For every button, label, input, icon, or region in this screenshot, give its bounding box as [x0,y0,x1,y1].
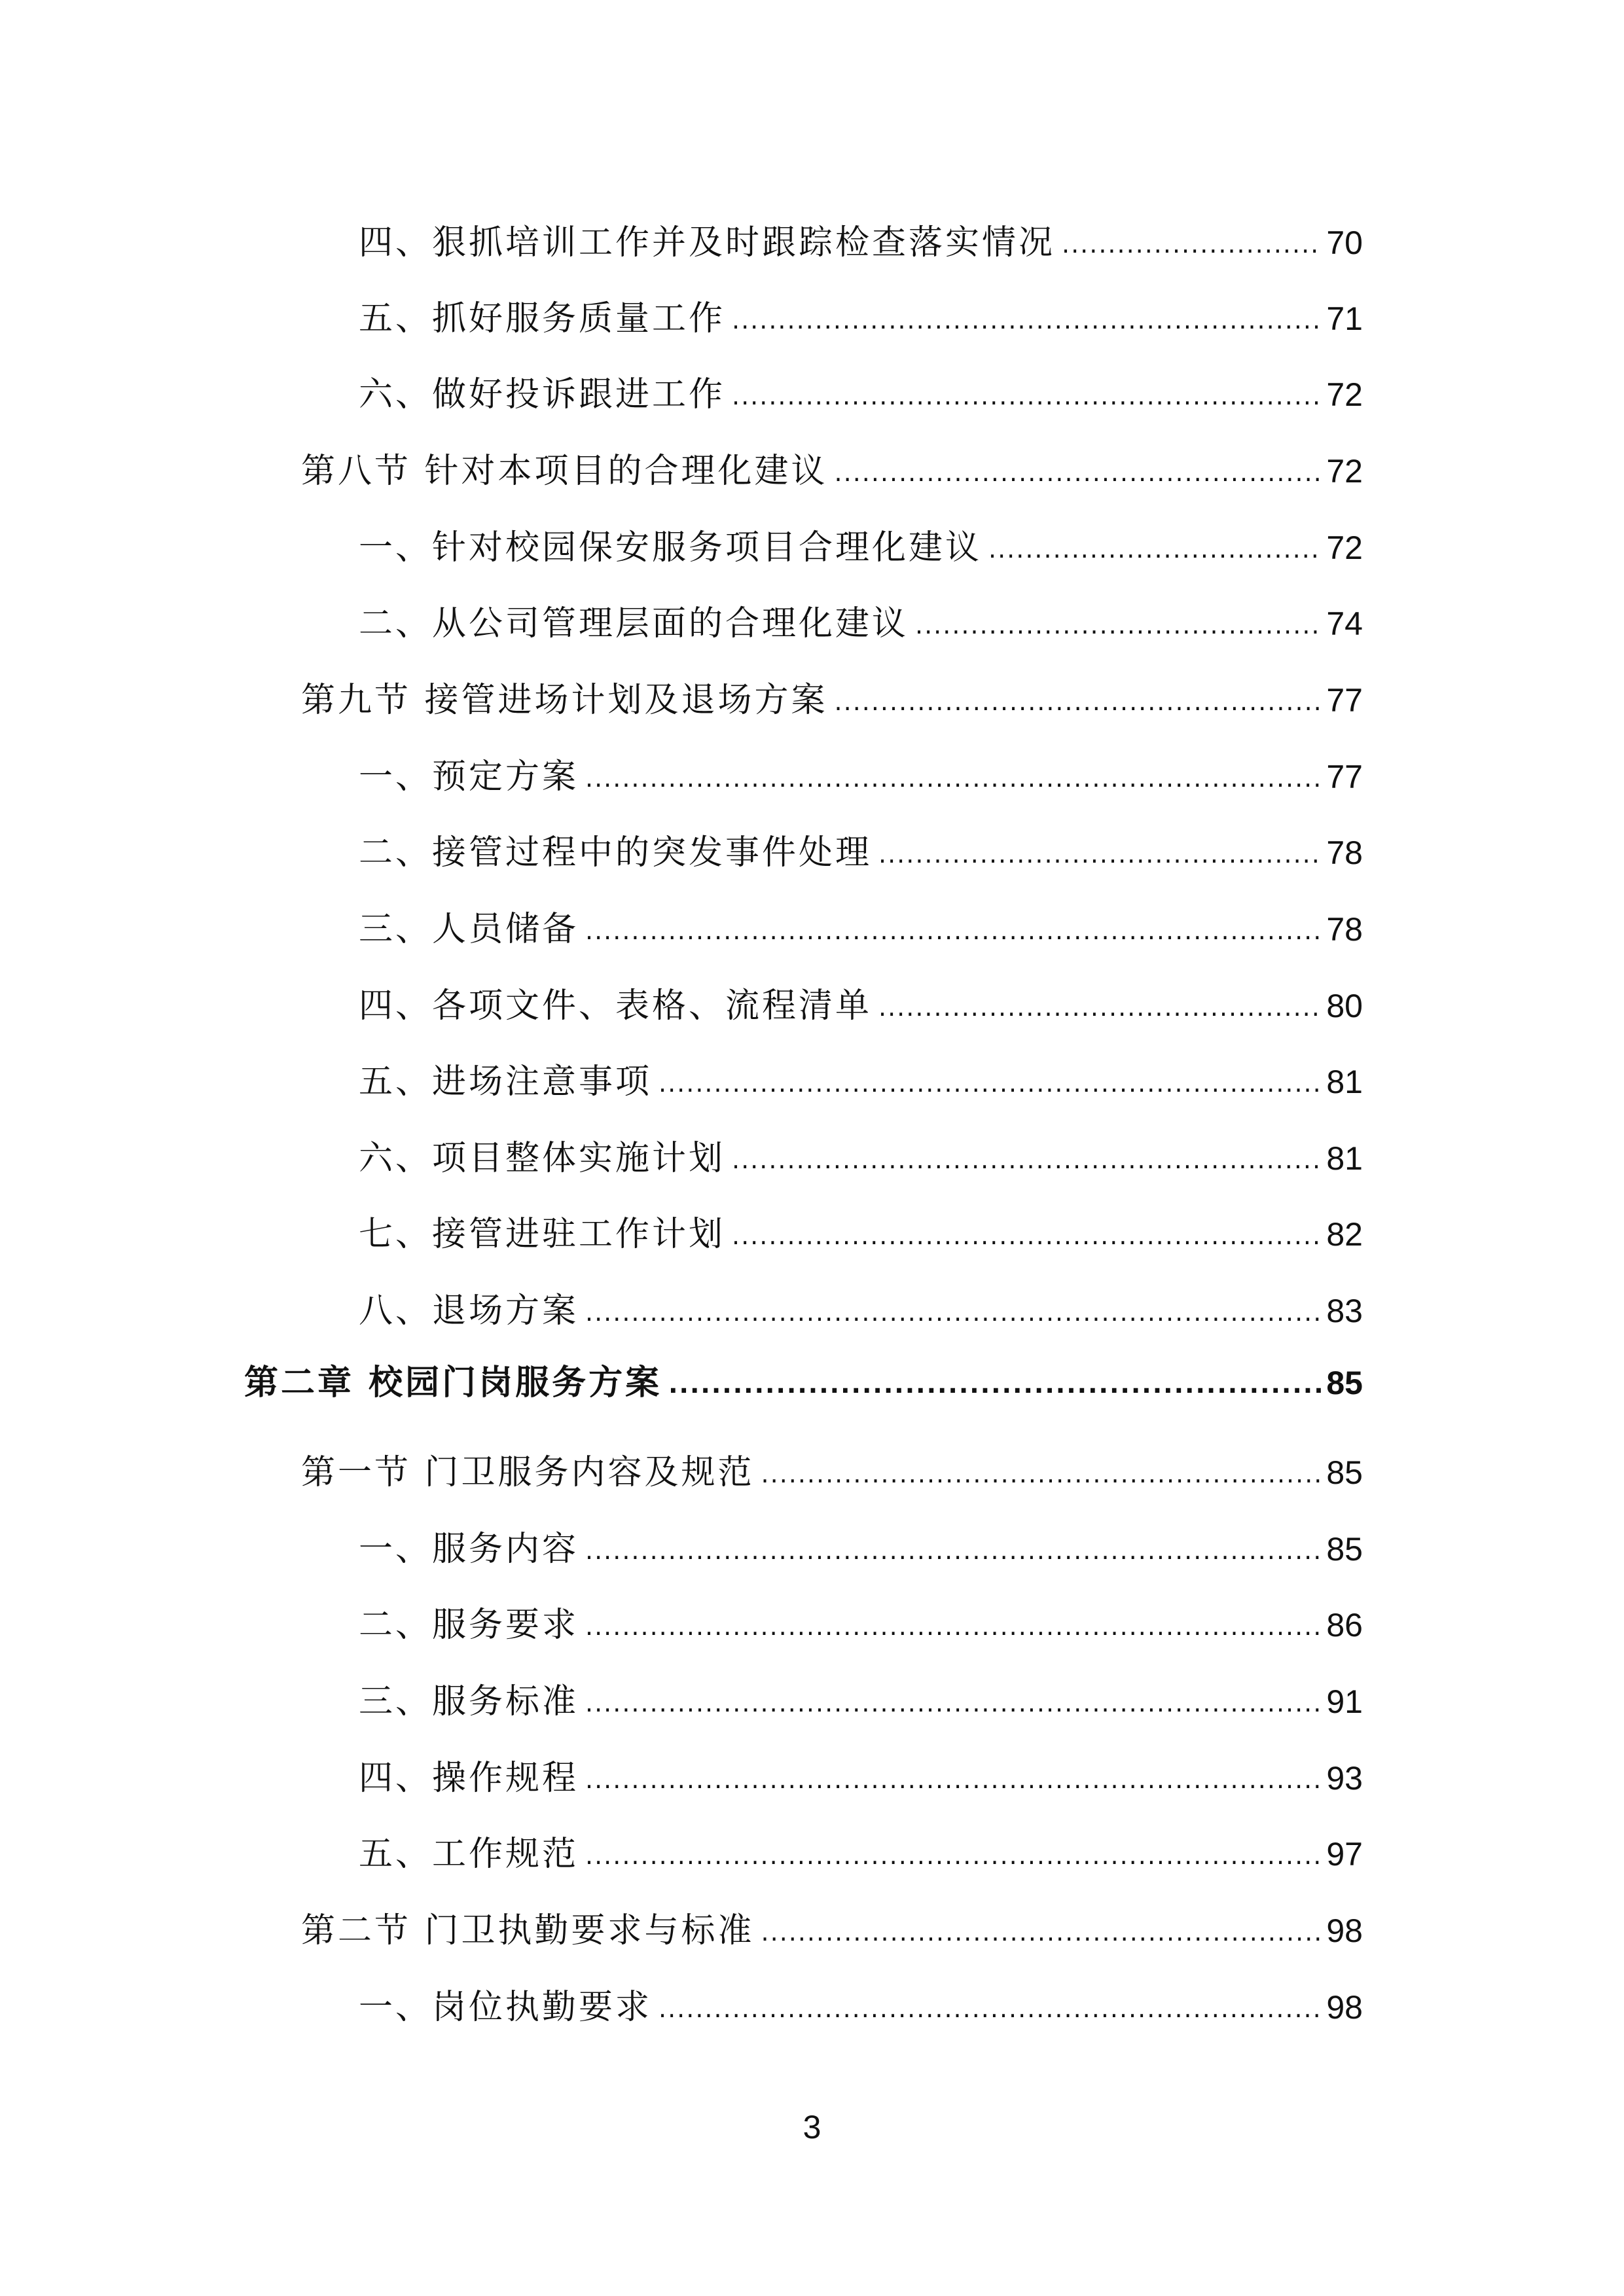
toc-entry-page: 81 [1326,1064,1363,1100]
toc-entry[interactable] [359,1602,1363,1648]
toc-entry[interactable] [359,1211,1363,1257]
toc-entry-title: 一、岗位执勤要求 [359,1988,653,2027]
toc-entry-page: 78 [1326,911,1363,948]
toc-entry[interactable] [359,1679,1363,1725]
toc-entry-page: 71 [1326,300,1363,337]
toc-entry-title: 四、狠抓培训工作并及时跟踪检查落实情况 [359,223,1056,262]
toc-entry-title: 第二节 门卫执勤要求与标准 [301,1911,755,1950]
toc-entry-title: 二、接管过程中的突发事件处理 [359,833,873,872]
toc-entry-page: 81 [1326,1140,1363,1177]
toc-entry-page: 70 [1326,224,1363,261]
dot-leader [761,1909,1323,1955]
toc-entry-page: 78 [1326,834,1363,871]
toc-entry-title: 第二章 校园门岗服务方案 [244,1363,662,1403]
toc-entry-page: 85 [1326,1454,1363,1491]
dot-leader [878,984,1322,1030]
toc-section-entry[interactable] [301,1908,1363,1954]
toc-entry[interactable] [359,1059,1363,1105]
toc-entry[interactable] [359,220,1363,266]
dot-leader [732,1213,1322,1259]
toc-entry-title: 五、进场注意事项 [359,1062,653,1102]
toc-entry-page: 83 [1326,1293,1363,1329]
dot-leader [659,1060,1322,1106]
toc-entry[interactable] [359,754,1363,800]
toc-entry-title: 第一节 门卫服务内容及规范 [301,1453,755,1492]
toc-entry-page: 72 [1326,376,1363,413]
dot-leader [585,1604,1322,1649]
dot-leader [988,526,1322,572]
dot-leader [1062,221,1322,267]
dot-leader [585,755,1322,801]
toc-entry-page: 72 [1326,529,1363,566]
toc-entry[interactable] [359,296,1363,342]
toc-entry[interactable] [359,983,1363,1029]
dot-leader [835,679,1323,725]
toc-entry[interactable] [359,1288,1363,1334]
toc-entry-title: 二、从公司管理层面的合理化建议 [359,604,909,643]
toc-section-entry[interactable] [301,677,1363,723]
page-number: 3 [803,2109,821,2145]
toc-entry-title: 三、服务标准 [359,1682,579,1721]
dot-leader [659,1986,1322,2032]
toc-entry-page: 72 [1326,453,1363,490]
dot-leader [585,1680,1322,1726]
toc-entry[interactable] [359,1755,1363,1801]
toc-entry-title: 五、工作规范 [359,1835,579,1874]
toc-entry-page: 80 [1326,988,1363,1024]
toc-entry[interactable] [359,372,1363,418]
toc-entry-title: 五、抓好服务质量工作 [359,299,726,338]
dot-leader [732,297,1322,343]
toc-entry-title: 八、退场方案 [359,1291,579,1331]
toc-entry-page: 98 [1326,1989,1363,2026]
dot-leader [585,1528,1322,1573]
toc-entry[interactable] [359,601,1363,647]
dot-leader [878,831,1322,877]
toc-section-entry[interactable] [301,1450,1363,1496]
toc-entry-page: 85 [1326,1365,1363,1401]
dot-leader [585,1289,1322,1335]
dot-leader [732,373,1322,419]
toc-entry-page: 93 [1326,1760,1363,1797]
toc-entry-page: 82 [1326,1216,1363,1253]
toc-entry[interactable] [359,1136,1363,1181]
dot-leader [761,1451,1323,1497]
dot-leader [915,602,1322,648]
dot-leader [668,1361,1322,1407]
toc-entry-title: 七、接管进驻工作计划 [359,1215,726,1254]
toc-entry-page: 86 [1326,1607,1363,1643]
toc-entry[interactable] [359,525,1363,571]
toc-entry[interactable] [359,1831,1363,1877]
toc-entry-title: 一、针对校园保安服务项目合理化建议 [359,528,983,567]
toc-entry-title: 第九节 接管进场计划及退场方案 [301,681,828,720]
toc-entry[interactable] [359,830,1363,876]
toc-entry-title: 一、预定方案 [359,757,579,797]
toc-entry-title: 四、各项文件、表格、流程清单 [359,986,873,1026]
toc-entry-page: 77 [1326,759,1363,795]
dot-leader [732,1137,1322,1183]
toc-entry[interactable] [359,1526,1363,1572]
toc-chapter-entry[interactable] [244,1360,1363,1406]
toc-entry-title: 六、做好投诉跟进工作 [359,375,726,414]
toc-entry-page: 74 [1326,605,1363,642]
toc-entry-title: 四、操作规程 [359,1759,579,1798]
toc-entry-page: 85 [1326,1531,1363,1568]
toc-entry-page: 77 [1326,682,1363,719]
dot-leader [585,1757,1322,1803]
dot-leader [585,908,1322,954]
toc-entry[interactable] [359,1984,1363,2030]
toc-entry-page: 97 [1326,1836,1363,1873]
dot-leader [835,450,1323,495]
toc-section-entry[interactable] [301,448,1363,494]
toc-entry-title: 二、服务要求 [359,1605,579,1645]
toc-entry[interactable] [359,906,1363,952]
dot-leader [585,1833,1322,1878]
toc-entry-page: 98 [1326,1912,1363,1949]
toc-entry-title: 第八节 针对本项目的合理化建议 [301,452,828,491]
toc-entry-title: 三、人员储备 [359,910,579,949]
toc-entry-page: 91 [1326,1683,1363,1720]
toc-entry-title: 六、项目整体实施计划 [359,1139,726,1178]
toc-entry-title: 一、服务内容 [359,1530,579,1569]
